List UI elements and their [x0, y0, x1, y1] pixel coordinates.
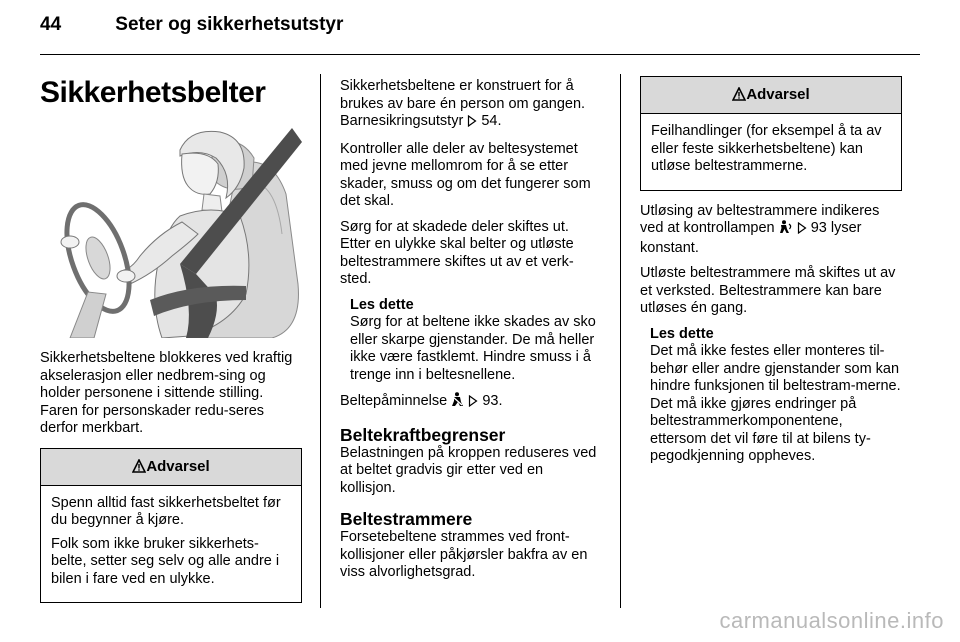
reference-arrow-icon — [468, 395, 478, 413]
note-text: Det må ikke festes eller monteres til-behør eller andre gjenstander som kan hindre funksjonen til beltestram-merne. Det må ikke gjøres endringer på beltestrammerkomponentene, ettersom det vil føre til at bilens ty-pegodkjenning oppheves. — [650, 343, 901, 464]
subheading-pretensioners: Beltestrammere — [340, 509, 473, 529]
warning-text: Feilhandlinger (for eksempel å ta av eller feste sikkerhetsbeltene) kan utløse beltestrammerne. — [651, 123, 882, 174]
warning-title: Advarsel — [146, 457, 210, 475]
page-header — [40, 14, 343, 36]
warning-box-2 — [640, 76, 902, 191]
page-title: Sikkerhetsbelter — [40, 76, 266, 109]
reference-arrow-icon — [467, 115, 477, 133]
column-3 — [640, 76, 902, 474]
airbag-lamp-icon — [779, 220, 793, 240]
section-title: Seter og sikkerhetsutstyr — [115, 14, 344, 35]
seatbelt-illustration — [40, 124, 302, 338]
warning-triangle-icon — [732, 79, 746, 115]
column-1 — [40, 350, 302, 603]
note-title: Les dette — [350, 296, 414, 313]
page-reference-link[interactable]: 93. — [482, 393, 503, 409]
column-2 — [340, 78, 602, 590]
warning-box-1 — [40, 448, 302, 604]
note-block-2 — [650, 326, 902, 466]
paragraph-usage: Sikkerhetsbeltene er konstruert for å brukes av bare én person om gangen. Barnesikringsutstyr 54. — [340, 78, 602, 133]
header-rule — [40, 54, 920, 55]
reference-arrow-icon — [797, 222, 807, 240]
subheading-load-limiter: Beltekraftbegrenser — [340, 424, 506, 445]
pretensioners-text: Forsetebeltene strammes ved front-kollisjoner eller påkjørsler bakfra av en viss alvorlighetsgrad. — [340, 529, 588, 580]
page-number: 44 — [40, 14, 62, 35]
watermark: carmanualsonline.info — [719, 608, 944, 633]
paragraph-reminder: Beltepåminnelse 93. — [340, 392, 602, 413]
note-text: Sørg for at beltene ikke skades av sko eller skarpe gjenstander. De må heller ikke være fastklemt. Hindre smuss i å trenge inn i beltesnellene. — [350, 314, 596, 383]
warning-text-1: Spenn alltid fast sikkerhetsbeltet før du begynner å kjøre. — [51, 494, 281, 528]
intro-text: Sikkerhetsbeltene blokkeres ved kraftig akselerasjon eller nedbrem-sing og holder personene i sittende stilling. Faren for personskader redu-seres derfor merkbart. — [40, 350, 293, 436]
warning-triangle-icon — [132, 451, 146, 487]
column-divider-2 — [620, 74, 621, 608]
page-reference-link[interactable]: 54. — [481, 113, 502, 129]
warning-header — [641, 77, 901, 114]
note-block-1 — [350, 297, 602, 385]
paragraph-replace: Sørg for at skadede deler skiftes ut. Etter en ulykke skal belter og utløste beltestrammere skiftes ut av et verk-sted. — [340, 218, 574, 287]
paragraph-inspect: Kontroller alle deler av beltesystemet med jevne mellomrom for å se etter skader, smuss og om det fungerer som det skal. — [340, 140, 591, 209]
paragraph-replace-pretensioners: Utløste beltestrammere må skiftes ut av et verksted. Beltestrammere kan bare utløses én gang. — [640, 265, 896, 316]
warning-text-2: Folk som ikke bruker sikkerhets-belte, setter seg selv og alle andre i bilen i fare ved en ulykke. — [51, 535, 280, 587]
seatbelt-reminder-icon — [451, 392, 464, 413]
column-divider-1 — [320, 74, 321, 608]
warning-header — [41, 449, 301, 486]
load-limiter-text: Belastningen på kroppen reduseres ved at beltet gradvis gir etter ved en kollisjon. — [340, 444, 597, 496]
warning-title: Advarsel — [746, 86, 810, 103]
note-title: Les dette — [650, 325, 714, 342]
paragraph-indicator: Utløsing av beltestrammere indikeres ved at kontrollampen 93 lyser konstant. — [640, 202, 880, 256]
page-reference-link[interactable]: 93 lyser konstant. — [640, 220, 862, 256]
